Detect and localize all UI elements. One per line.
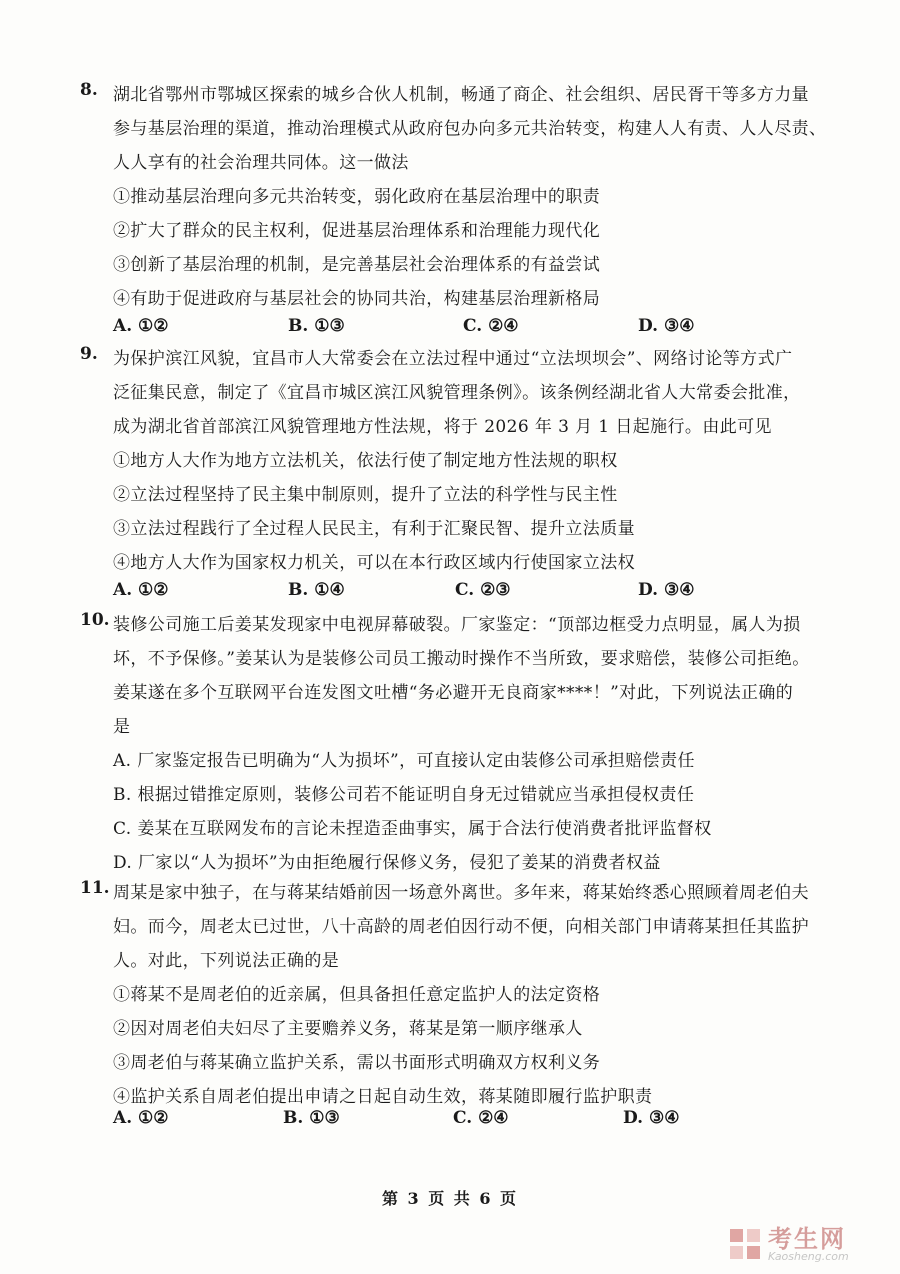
statement-4: ④监护关系自周老伯提出申请之日起自动生效，蒋某随即履行监护职责	[113, 1087, 653, 1107]
option-d: D. 厂家以“人为损坏”为由拒绝履行保修义务，侵犯了姜某的消费者权益	[113, 853, 661, 873]
kaosheng-logo-icon	[728, 1227, 762, 1261]
watermark-url: Kaosheng.com	[768, 1249, 849, 1263]
option-a: A. ①②	[113, 316, 169, 336]
question-text: 参与基层治理的渠道，推动治理模式从政府包办向多元共治转变，构建人人有责、人人尽责、	[113, 119, 827, 139]
question-text: 妇。而今，周老太已过世，八十高龄的周老伯因行动不便，向相关部门申请蒋某担任其监护	[113, 917, 809, 937]
option-a: A. ①②	[113, 1108, 169, 1128]
question-text: 是	[113, 717, 131, 737]
statement-4: ④地方人大作为国家权力机关，可以在本行政区域内行使国家立法权	[113, 553, 635, 573]
question-text: 人人享有的社会治理共同体。这一做法	[113, 153, 409, 173]
question-text: 姜某遂在多个互联网平台连发图文吐槽“务必避开无良商家****！”对此，下列说法正确的	[113, 683, 794, 703]
watermark-logo	[728, 1222, 888, 1266]
question-number: 11.	[80, 878, 110, 898]
page-footer: 第 3 页 共 6 页	[381, 1189, 519, 1208]
question-text: 人。对此，下列说法正确的是	[113, 951, 340, 971]
question-number: 10.	[80, 610, 110, 630]
question-text: 装修公司施工后姜某发现家中电视屏幕破裂。厂家鉴定：“顶部边框受力点明显，属人为损	[113, 615, 801, 635]
question-text: 坏，不予保修。”姜某认为是装修公司员工搬动时操作不当所致，要求赔偿，装修公司拒绝。	[113, 649, 810, 669]
statement-3: ③创新了基层治理的机制，是完善基层社会治理体系的有益尝试	[113, 255, 601, 275]
question-text: 为保护滨江风貌，宜昌市人大常委会在立法过程中通过“立法坝坝会”、网络讨论等方式广	[113, 349, 793, 369]
option-d: D. ③④	[638, 316, 695, 336]
statement-3: ③立法过程践行了全过程人民民主，有利于汇聚民智、提升立法质量	[113, 519, 635, 539]
option-a: A. 厂家鉴定报告已明确为“人为损坏”，可直接认定由装修公司承担赔偿责任	[113, 751, 695, 771]
option-a: A. ①②	[113, 580, 169, 600]
statement-2: ②扩大了群众的民主权利，促进基层治理体系和治理能力现代化	[113, 221, 601, 241]
question-number: 9.	[80, 344, 98, 364]
option-c: C. ②③	[455, 580, 511, 600]
statement-3: ③周老伯与蒋某确立监护关系，需以书面形式明确双方权利义务	[113, 1053, 601, 1073]
question-text: 湖北省鄂州市鄂城区探索的城乡合伙人机制，畅通了商企、社会组织、居民胥干等多方力量	[113, 85, 809, 105]
statement-2: ②立法过程坚持了民主集中制原则，提升了立法的科学性与民主性	[113, 485, 618, 505]
option-b: B. ①③	[288, 316, 345, 336]
option-c: C. ②④	[463, 316, 519, 336]
option-d: D. ③④	[638, 580, 695, 600]
question-text: 泛征集民意，制定了《宜昌市城区滨江风貌管理条例》。该条例经湖北省人大常委会批准，	[113, 383, 801, 403]
option-b: B. ①③	[283, 1108, 340, 1128]
watermark-text: 考生网	[768, 1224, 846, 1253]
option-d: D. ③④	[623, 1108, 680, 1128]
statement-1: ①推动基层治理向多元共治转变，弱化政府在基层治理中的职责	[113, 187, 601, 207]
question-number: 8.	[80, 80, 98, 100]
option-c: C. 姜某在互联网发布的言论未捏造歪曲事实，属于合法行使消费者批评监督权	[113, 819, 712, 839]
option-c: C. ②④	[453, 1108, 509, 1128]
statement-2: ②因对周老伯夫妇尽了主要赡养义务，蒋某是第一顺序继承人	[113, 1019, 583, 1039]
option-b: B. ①④	[288, 580, 345, 600]
option-b: B. 根据过错推定原则，装修公司若不能证明自身无过错就应当承担侵权责任	[113, 785, 695, 805]
question-text: 成为湖北省首部滨江风貌管理地方性法规，将于 2026 年 3 月 1 日起施行。由此可见	[113, 417, 772, 437]
statement-1: ①地方人大作为地方立法机关，依法行使了制定地方性法规的职权	[113, 451, 618, 471]
statement-1: ①蒋某不是周老伯的近亲属，但具备担任意定监护人的法定资格	[113, 985, 601, 1005]
question-text: 周某是家中独子，在与蒋某结婚前因一场意外离世。多年来，蒋某始终悉心照顾着周老伯夫	[113, 883, 809, 903]
statement-4: ④有助于促进政府与基层社会的协同共治，构建基层治理新格局	[113, 289, 601, 309]
